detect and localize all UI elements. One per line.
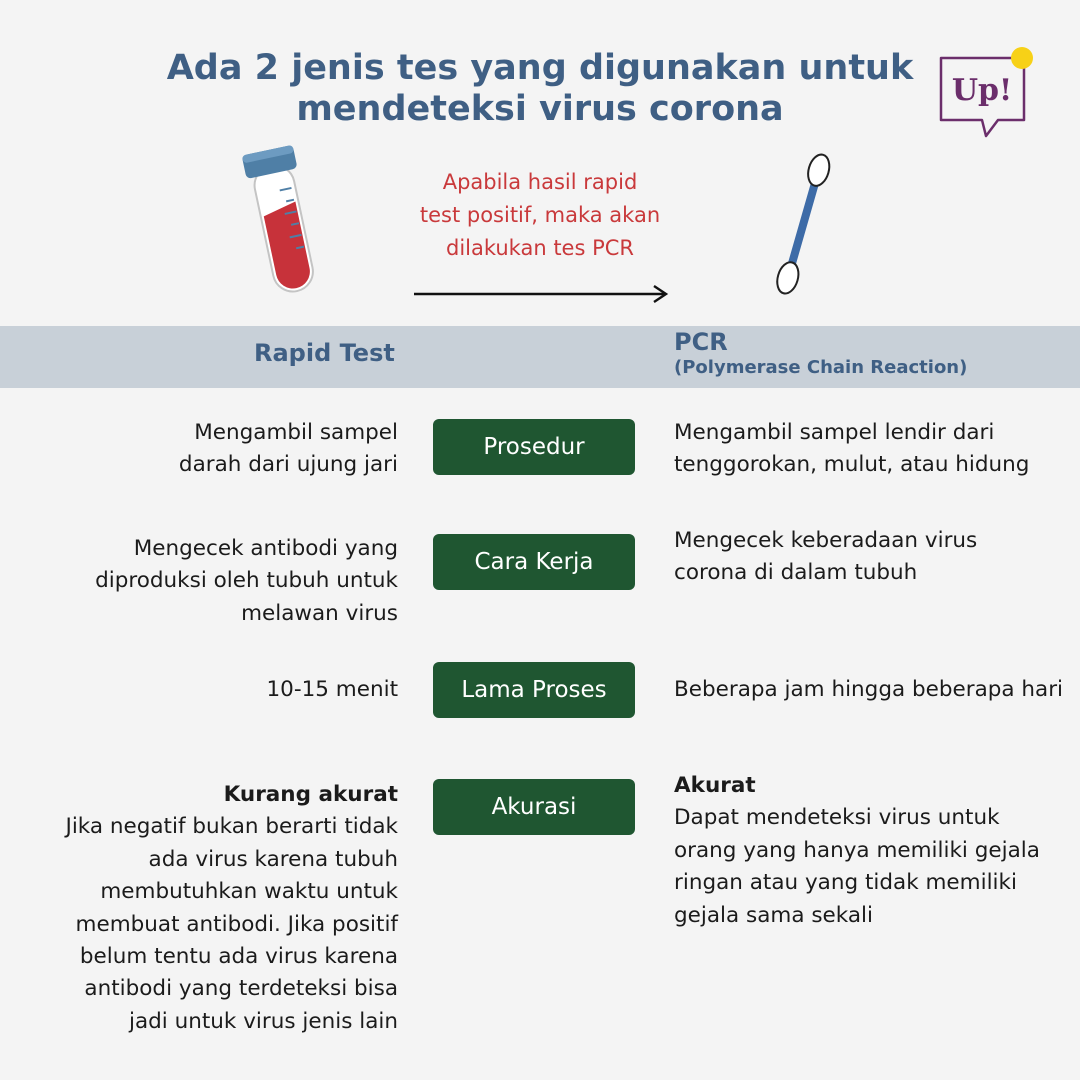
title-line: Ada 2 jenis tes yang digunakan untuk	[166, 48, 914, 88]
title-line: mendeteksi virus corona	[296, 89, 784, 129]
rapid-akurasi	[18, 779, 398, 1038]
text-line: Jika negatif bukan berarti tidak	[65, 814, 398, 840]
label-cara-kerja: Cara Kerja	[433, 534, 635, 590]
text-line: antibodi yang terdeteksi bisa	[84, 976, 398, 1002]
cotton-swab-icon	[768, 152, 838, 298]
rapid-to-pcr-note	[395, 166, 685, 265]
note-line: test positif, maka akan	[419, 203, 661, 227]
blood-tube-icon	[240, 140, 330, 300]
text-line: Mengecek keberadaan virus	[674, 528, 978, 553]
text-line: membutuhkan waktu untuk	[100, 879, 398, 905]
text-line: Beberapa jam hingga beberapa hari	[674, 677, 1064, 702]
pcr-akurasi	[674, 770, 1074, 932]
text-line: Dapat mendeteksi virus untuk	[674, 805, 1000, 831]
logo-text: Up!	[951, 73, 1013, 108]
label-lama-proses: Lama Proses	[433, 662, 635, 718]
text-line: Mengambil sampel	[194, 420, 398, 445]
note-line: dilakukan tes PCR	[445, 236, 635, 260]
label-prosedur: Prosedur	[433, 419, 635, 475]
text-line: gejala sama sekali	[674, 902, 873, 928]
text-line: corona di dalam tubuh	[674, 560, 918, 586]
text-line: tenggorokan, mulut, atau hidung	[674, 452, 1030, 478]
pcr-heading: PCR	[674, 328, 728, 356]
text-line: 10-15 menit	[266, 677, 398, 702]
accuracy-heading: Kurang akurat	[223, 782, 398, 807]
page-title	[120, 48, 960, 130]
text-line: melawan virus	[241, 600, 398, 626]
text-line: ada virus karena tubuh	[148, 846, 398, 872]
pcr-subheading: (Polymerase Chain Reaction)	[674, 357, 968, 378]
speech-bubble-logo	[936, 44, 1040, 140]
text-line: belum tentu ada virus karena	[79, 944, 398, 970]
text-line: Mengambil sampel lendir dari	[674, 420, 995, 445]
rapid-lama-proses	[18, 674, 398, 706]
label-akurasi: Akurasi	[433, 779, 635, 835]
rapid-prosedur	[18, 417, 398, 482]
text-line: membuat antibodi. Jika positif	[75, 911, 398, 937]
accuracy-heading: Akurat	[674, 773, 756, 798]
text-line: ringan atau yang tidak memiliki	[674, 870, 1017, 896]
text-line: darah dari ujung jari	[178, 452, 398, 478]
pcr-cara-kerja	[674, 525, 1074, 590]
text-line: Mengecek antibodi yang	[133, 536, 398, 561]
text-line: jadi untuk virus jenis lain	[129, 1008, 398, 1034]
pcr-prosedur	[674, 417, 1074, 482]
text-line: diproduksi oleh tubuh untuk	[95, 568, 398, 594]
note-line: Apabila hasil rapid	[442, 170, 638, 194]
pcr-lama-proses	[674, 674, 1074, 706]
arrow-right-icon	[412, 283, 674, 305]
rapid-test-heading: Rapid Test	[254, 339, 395, 367]
text-line: orang yang hanya memiliki gejala	[674, 837, 1040, 863]
rapid-cara-kerja	[18, 533, 398, 630]
